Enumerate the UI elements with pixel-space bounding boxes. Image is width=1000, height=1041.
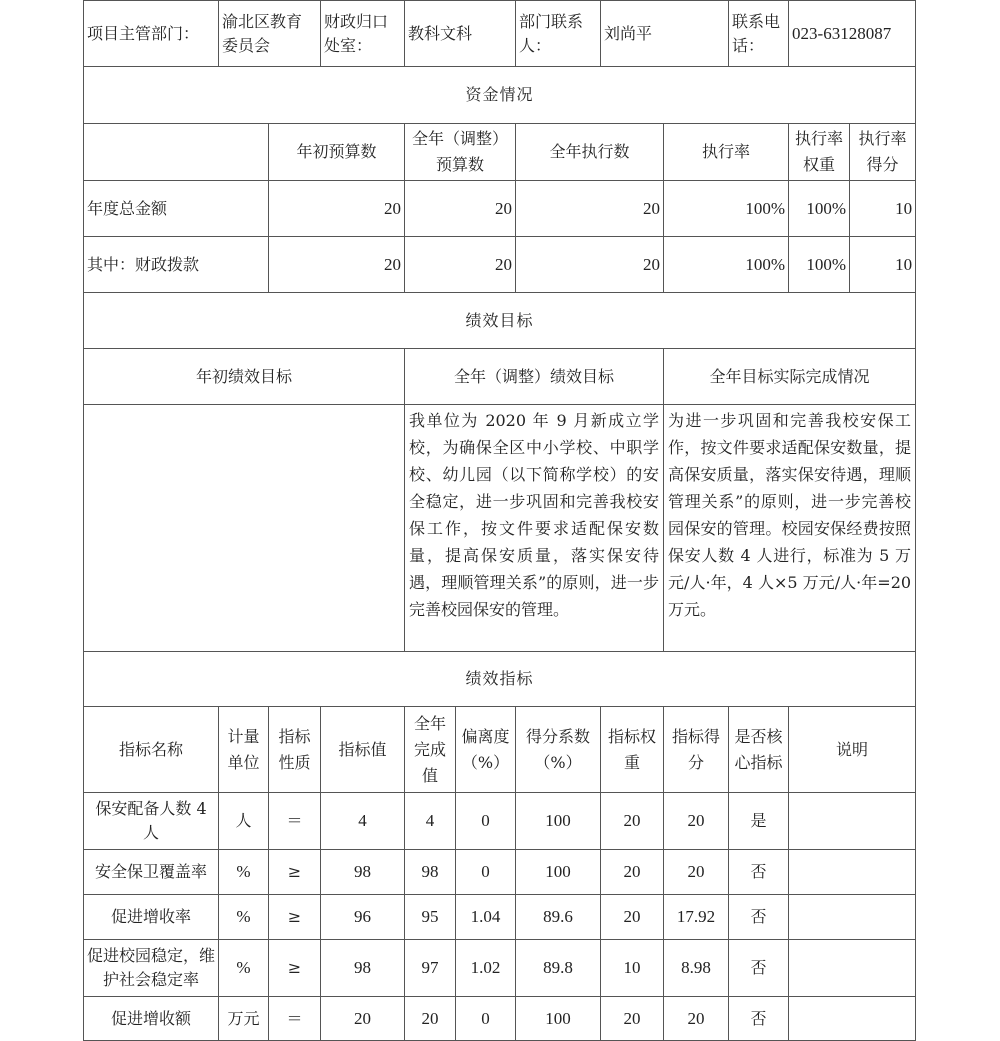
ind-deviation: 0 — [456, 850, 516, 895]
ind-nature: ＝ — [269, 997, 321, 1041]
ind-col-unit: 计量单位 — [219, 707, 269, 793]
phone-value: 023-63128087 — [789, 1, 916, 67]
goals-content-row — [84, 405, 916, 652]
funding-col-rate: 执行率 — [664, 124, 789, 181]
phone-label: 联系电话： — [729, 1, 789, 67]
ind-name: 促进校园稳定，维护社会稳定率 — [84, 940, 219, 997]
ind-nature: ≥ — [269, 895, 321, 940]
funding-initial: 20 — [269, 237, 405, 293]
contact-value: 刘尚平 — [601, 1, 729, 67]
indicator-row — [84, 895, 916, 940]
ind-coef: 100 — [516, 850, 601, 895]
funding-col-initial: 年初预算数 — [269, 124, 405, 181]
ind-note — [789, 997, 916, 1041]
finance-label: 财政归口处室： — [321, 1, 405, 67]
ind-name: 促进增收率 — [84, 895, 219, 940]
ind-actual: 95 — [405, 895, 456, 940]
ind-unit: 万元 — [219, 997, 269, 1041]
ind-weight: 20 — [601, 997, 664, 1041]
ind-target: 98 — [321, 850, 405, 895]
indicators-header-row — [84, 707, 916, 793]
ind-note — [789, 793, 916, 850]
ind-core: 否 — [729, 895, 789, 940]
indicators-section-title: 绩效指标 — [84, 652, 916, 707]
ind-note — [789, 940, 916, 997]
dept-value: 渝北区教育委员会 — [219, 1, 321, 67]
ind-weight: 20 — [601, 850, 664, 895]
ind-col-weight: 指标权重 — [601, 707, 664, 793]
ind-nature: ＝ — [269, 793, 321, 850]
ind-target: 4 — [321, 793, 405, 850]
funding-rate: 100% — [664, 181, 789, 237]
funding-executed: 20 — [516, 237, 664, 293]
funding-executed: 20 — [516, 181, 664, 237]
funding-section-title: 资金情况 — [84, 67, 916, 124]
actual-completion-text: 为进一步巩固和完善我校安保工作，按文件要求适配保安数量，提高保安质量，落实保安待遇，理顺管理关系”的原则，进一步完善校园保安的管理。校园安保经费按照保安人数 4 人进行，标准为 5 万元/人·年，4 人×5 万元/人·年=20 万元。 — [664, 405, 916, 652]
ind-note — [789, 895, 916, 940]
funding-col-weight: 执行率权重 — [789, 124, 850, 181]
ind-weight: 10 — [601, 940, 664, 997]
ind-weight: 20 — [601, 793, 664, 850]
ind-score: 8.98 — [664, 940, 729, 997]
ind-col-actual: 全年完成值 — [405, 707, 456, 793]
goals-col-adjusted: 全年（调整）绩效目标 — [405, 349, 664, 405]
ind-nature: ≥ — [269, 940, 321, 997]
funding-col-executed: 全年执行数 — [516, 124, 664, 181]
ind-score: 17.92 — [664, 895, 729, 940]
ind-core: 是 — [729, 793, 789, 850]
ind-unit: 人 — [219, 793, 269, 850]
indicator-row — [84, 940, 916, 997]
funding-adjusted: 20 — [405, 181, 516, 237]
indicator-row — [84, 997, 916, 1041]
ind-name: 促进增收额 — [84, 997, 219, 1041]
ind-unit: % — [219, 850, 269, 895]
ind-actual: 20 — [405, 997, 456, 1041]
ind-score: 20 — [664, 997, 729, 1041]
ind-actual: 97 — [405, 940, 456, 997]
performance-table — [83, 0, 916, 1041]
ind-col-target: 指标值 — [321, 707, 405, 793]
dept-label: 项目主管部门： — [84, 1, 219, 67]
ind-col-name: 指标名称 — [84, 707, 219, 793]
ind-deviation: 1.04 — [456, 895, 516, 940]
ind-deviation: 1.02 — [456, 940, 516, 997]
ind-actual: 4 — [405, 793, 456, 850]
funding-row-label: 年度总金额 — [84, 181, 269, 237]
finance-value: 教科文科 — [405, 1, 516, 67]
ind-actual: 98 — [405, 850, 456, 895]
funding-initial: 20 — [269, 181, 405, 237]
ind-nature: ≥ — [269, 850, 321, 895]
indicator-row — [84, 850, 916, 895]
funding-header-row — [84, 124, 916, 181]
ind-col-score: 指标得分 — [664, 707, 729, 793]
funding-weight: 100% — [789, 237, 850, 293]
ind-core: 否 — [729, 850, 789, 895]
goals-header-row — [84, 349, 916, 405]
ind-name: 保安配备人数 4 人 — [84, 793, 219, 850]
ind-col-coef: 得分系数（%） — [516, 707, 601, 793]
ind-score: 20 — [664, 850, 729, 895]
goals-col-actual: 全年目标实际完成情况 — [664, 349, 916, 405]
funding-score: 10 — [850, 181, 916, 237]
ind-target: 20 — [321, 997, 405, 1041]
ind-name: 安全保卫覆盖率 — [84, 850, 219, 895]
funding-col-score: 执行率得分 — [850, 124, 916, 181]
funding-col-adjusted: 全年（调整）预算数 — [405, 124, 516, 181]
contact-label: 部门联系人： — [516, 1, 601, 67]
goals-col-initial: 年初绩效目标 — [84, 349, 405, 405]
ind-note — [789, 850, 916, 895]
ind-deviation: 0 — [456, 997, 516, 1041]
ind-score: 20 — [664, 793, 729, 850]
ind-weight: 20 — [601, 895, 664, 940]
header-row — [84, 1, 916, 67]
ind-coef: 89.6 — [516, 895, 601, 940]
ind-target: 98 — [321, 940, 405, 997]
goals-section-title: 绩效目标 — [84, 293, 916, 349]
funding-weight: 100% — [789, 181, 850, 237]
ind-target: 96 — [321, 895, 405, 940]
ind-unit: % — [219, 940, 269, 997]
indicator-row — [84, 793, 916, 850]
ind-unit: % — [219, 895, 269, 940]
funding-row — [84, 237, 916, 293]
ind-coef: 100 — [516, 793, 601, 850]
funding-score: 10 — [850, 237, 916, 293]
ind-col-deviation: 偏离度（%） — [456, 707, 516, 793]
initial-goal-text — [84, 405, 405, 652]
funding-col-blank — [84, 124, 269, 181]
ind-col-core: 是否核心指标 — [729, 707, 789, 793]
funding-row-label: 其中：财政拨款 — [84, 237, 269, 293]
ind-coef: 100 — [516, 997, 601, 1041]
funding-row — [84, 181, 916, 237]
ind-core: 否 — [729, 997, 789, 1041]
funding-adjusted: 20 — [405, 237, 516, 293]
ind-core: 否 — [729, 940, 789, 997]
ind-deviation: 0 — [456, 793, 516, 850]
ind-col-note: 说明 — [789, 707, 916, 793]
funding-rate: 100% — [664, 237, 789, 293]
ind-coef: 89.8 — [516, 940, 601, 997]
adjusted-goal-text: 我单位为 2020 年 9 月新成立学校，为确保全区中小学校、中职学校、幼儿园（以下简称学校）的安全稳定，进一步巩固和完善我校安保工作，按文件要求适配保安数量，提高保安质量，落实保安待遇，理顺管理关系”的原则，进一步完善校园保安的管理。 — [405, 405, 664, 652]
ind-col-nature: 指标性质 — [269, 707, 321, 793]
